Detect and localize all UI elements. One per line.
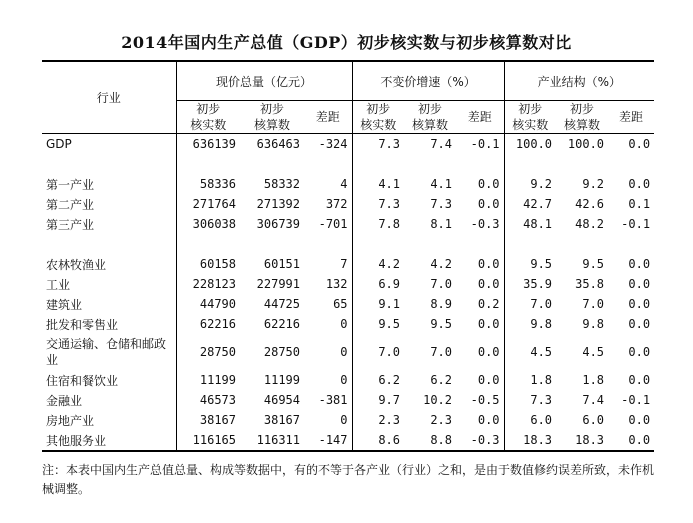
table-cell: 0.0 <box>628 177 651 191</box>
table-cell: 0.0 <box>628 257 651 271</box>
table-cell: 306038 <box>192 217 236 231</box>
table-cell <box>504 154 556 174</box>
row-label: 建筑业 <box>42 294 176 314</box>
table-cell: 228123 <box>192 277 236 291</box>
table-cell: 0.0 <box>456 274 504 294</box>
table-note: 注：本表中国内生产总值总量、构成等数据中，有的不等于各产业（行业）之和，是由于数值修约误差所致，未作机械调整。 <box>42 463 655 496</box>
table-cell: -381 <box>304 390 352 410</box>
table-cell: 7.8 <box>378 217 401 231</box>
table-cell: 7.0 <box>430 277 453 291</box>
table-cell: 0.0 <box>628 317 651 331</box>
table-cell: 4.5 <box>530 345 553 359</box>
table-cell <box>404 154 456 174</box>
table-row <box>42 390 654 410</box>
table-title: 2014年国内生产总值（GDP）初步核实数与初步核算数对比 <box>121 33 572 52</box>
sub-header-cell <box>176 101 240 134</box>
comparison-table <box>42 60 654 452</box>
table-cell <box>608 154 654 174</box>
table-cell: 6.0 <box>582 413 605 427</box>
table-cell: 0.0 <box>628 345 651 359</box>
table-cell: 62216 <box>263 317 300 331</box>
table-row <box>42 430 654 451</box>
table-row <box>42 134 654 155</box>
table-cell: 0.0 <box>456 254 504 274</box>
table-cell: 0.0 <box>628 277 651 291</box>
table-cell: -0.3 <box>456 214 504 234</box>
table-cell: 271392 <box>256 197 300 211</box>
table-cell: 38167 <box>199 413 236 427</box>
header-group-row <box>42 61 654 101</box>
spacer-row <box>42 234 654 254</box>
table-cell: 4.1 <box>378 177 401 191</box>
table-cell: 42.7 <box>523 197 553 211</box>
table-cell: 46954 <box>263 393 300 407</box>
table-cell: 0 <box>304 334 352 370</box>
row-label: 第一产业 <box>42 174 176 194</box>
sub-header-line: 初步 <box>366 102 391 116</box>
table-cell: 4.2 <box>430 257 453 271</box>
table-cell: 0.0 <box>628 137 651 151</box>
table-cell: -0.5 <box>456 390 504 410</box>
table-cell <box>456 154 504 174</box>
sub-header-line: 初步 <box>418 102 443 116</box>
table-cell: 0.0 <box>628 373 651 387</box>
table-cell: 9.8 <box>530 317 553 331</box>
table-row <box>42 194 654 214</box>
table-cell: 9.5 <box>430 317 453 331</box>
table-cell <box>504 234 556 254</box>
table-row <box>42 274 654 294</box>
table-cell: 8.6 <box>352 430 404 451</box>
table-cell: 58332 <box>263 177 300 191</box>
row-label: 批发和零售业 <box>42 314 176 334</box>
table-cell: 9.5 <box>582 257 605 271</box>
table-cell: 58336 <box>199 177 236 191</box>
table-cell <box>608 234 654 254</box>
row-label: 农林牧渔业 <box>42 254 176 274</box>
header-group-structure: 产业结构（%） <box>504 61 654 101</box>
table-cell: 9.7 <box>378 393 401 407</box>
table-cell <box>404 234 456 254</box>
sub-header-line: 核算数 <box>412 118 449 132</box>
sub-header-cell <box>556 101 608 134</box>
table-cell <box>556 234 608 254</box>
table-cell: 7.3 <box>430 197 453 211</box>
table-cell: -324 <box>304 134 352 155</box>
row-label <box>42 234 176 254</box>
table-cell <box>456 234 504 254</box>
table-cell: 132 <box>304 274 352 294</box>
row-label: 住宿和餐饮业 <box>42 370 176 390</box>
table-cell: 0.0 <box>628 297 651 311</box>
row-label: GDP <box>42 134 176 155</box>
sub-header-cell <box>352 101 404 134</box>
table-body <box>42 134 654 452</box>
table-cell: -0.3 <box>456 430 504 451</box>
table-cell: 271764 <box>192 197 236 211</box>
table-cell: 227991 <box>256 277 300 291</box>
table-cell: 8.9 <box>430 297 453 311</box>
table-cell: 8.8 <box>404 430 456 451</box>
table-cell: 9.8 <box>582 317 605 331</box>
table-cell: 4.1 <box>430 177 453 191</box>
table-cell: 10.2 <box>423 393 453 407</box>
table-cell: 2.3 <box>378 413 401 427</box>
table-cell: 9.1 <box>378 297 401 311</box>
table-cell: 636463 <box>256 137 300 151</box>
table-cell: 0 <box>304 370 352 390</box>
table-cell: 18.3 <box>556 430 608 451</box>
table-row <box>42 314 654 334</box>
table-cell <box>240 154 304 174</box>
table-cell: 7 <box>304 254 352 274</box>
sub-header-line: 差距 <box>315 110 340 124</box>
table-cell: 7.0 <box>530 297 553 311</box>
table-cell: 636139 <box>192 137 236 151</box>
sub-header-cell <box>456 101 504 134</box>
table-cell: 0.2 <box>456 294 504 314</box>
sub-header-cell <box>404 101 456 134</box>
table-cell: 8.1 <box>430 217 453 231</box>
table-cell: 4 <box>304 174 352 194</box>
table-cell: 116311 <box>240 430 304 451</box>
table-cell: 6.2 <box>430 373 453 387</box>
sub-header-line: 初步 <box>518 102 543 116</box>
table-cell: 38167 <box>263 413 300 427</box>
table-cell: 2.3 <box>430 413 453 427</box>
table-cell: 7.0 <box>582 297 605 311</box>
table-cell: 11199 <box>263 373 300 387</box>
table-row <box>42 410 654 430</box>
table-cell: 6.2 <box>378 373 401 387</box>
table-cell: 1.8 <box>530 373 553 387</box>
table-cell: -0.1 <box>456 134 504 155</box>
table-cell: 65 <box>304 294 352 314</box>
header-group-value: 现价总量（亿元） <box>176 61 352 101</box>
table-cell: 100.0 <box>515 137 553 151</box>
sub-header-line: 核实数 <box>512 118 549 132</box>
table-cell: 9.5 <box>530 257 553 271</box>
table-row <box>42 294 654 314</box>
header-group-growth: 不变价增速（%） <box>352 61 504 101</box>
sub-header-line: 核算数 <box>564 118 601 132</box>
row-label: 交通运输、仓储和邮政业 <box>42 334 176 370</box>
sub-header-cell <box>304 101 352 134</box>
table-cell: 1.8 <box>582 373 605 387</box>
table-row <box>42 174 654 194</box>
table-cell: 44790 <box>199 297 236 311</box>
table-cell: 6.0 <box>530 413 553 427</box>
sub-header-line: 差距 <box>467 110 492 124</box>
table-row <box>42 370 654 390</box>
table-cell <box>240 234 304 254</box>
sub-header-line: 核实数 <box>190 118 227 132</box>
table-cell: 62216 <box>199 317 236 331</box>
table-cell: 0.0 <box>456 194 504 214</box>
table-cell: 372 <box>304 194 352 214</box>
row-label: 房地产业 <box>42 410 176 430</box>
table-cell: 0.1 <box>628 197 651 211</box>
table-cell: 11199 <box>199 373 236 387</box>
sub-header-cell <box>240 101 304 134</box>
table-cell: 0.0 <box>456 334 504 370</box>
sub-header-line: 差距 <box>619 110 644 124</box>
table-cell: 7.3 <box>530 393 553 407</box>
table-row <box>42 214 654 234</box>
table-cell: 0.0 <box>456 370 504 390</box>
table-cell: 7.4 <box>582 393 605 407</box>
table-row <box>42 254 654 274</box>
table-cell: 7.4 <box>430 137 453 151</box>
row-label: 第三产业 <box>42 214 176 234</box>
table-cell: 60158 <box>199 257 236 271</box>
table-cell: 18.3 <box>504 430 556 451</box>
table-cell: 7.3 <box>378 137 401 151</box>
sub-header-cell <box>608 101 654 134</box>
table-cell: 0.0 <box>456 410 504 430</box>
table-cell: 0.0 <box>456 314 504 334</box>
table-cell: 44725 <box>263 297 300 311</box>
table-row <box>42 334 654 370</box>
sub-header-line: 核实数 <box>360 118 397 132</box>
table-cell: 9.5 <box>378 317 401 331</box>
table-cell <box>556 154 608 174</box>
table-cell: 28750 <box>263 345 300 359</box>
table-cell: -147 <box>304 430 352 451</box>
table-cell: 9.2 <box>530 177 553 191</box>
table-cell: 116165 <box>176 430 240 451</box>
table-cell: 4.2 <box>378 257 401 271</box>
table-cell: 28750 <box>199 345 236 359</box>
table-cell: 0 <box>304 410 352 430</box>
table-cell: 0 <box>304 314 352 334</box>
table-cell: 46573 <box>199 393 236 407</box>
table-cell: 0.0 <box>456 174 504 194</box>
table-cell <box>304 234 352 254</box>
row-label <box>42 154 176 174</box>
row-label: 第二产业 <box>42 194 176 214</box>
table-cell: 42.6 <box>575 197 605 211</box>
spacer-row <box>42 154 654 174</box>
table-cell: 306739 <box>256 217 300 231</box>
table-cell: 6.9 <box>378 277 401 291</box>
table-cell <box>176 234 240 254</box>
table-cell: 35.9 <box>523 277 553 291</box>
table-cell <box>304 154 352 174</box>
table-cell: 35.8 <box>575 277 605 291</box>
sub-header-cell <box>504 101 556 134</box>
row-label: 其他服务业 <box>42 430 176 451</box>
table-cell: 0.0 <box>608 430 654 451</box>
sub-header-line: 初步 <box>259 102 284 116</box>
table-cell: -0.1 <box>621 393 651 407</box>
table-cell: -0.1 <box>621 217 651 231</box>
table-cell: 9.2 <box>582 177 605 191</box>
table-cell: 4.5 <box>582 345 605 359</box>
sub-header-line: 初步 <box>196 102 221 116</box>
table-cell: 100.0 <box>567 137 605 151</box>
sub-header-line: 初步 <box>570 102 595 116</box>
table-cell: 7.3 <box>378 197 401 211</box>
sub-header-line: 核算数 <box>253 118 290 132</box>
table-cell: 48.1 <box>523 217 553 231</box>
table-cell <box>176 154 240 174</box>
row-label: 工业 <box>42 274 176 294</box>
row-label: 金融业 <box>42 390 176 410</box>
industry-header: 行业 <box>42 61 176 134</box>
table-cell: 7.0 <box>430 345 453 359</box>
table-cell: -701 <box>304 214 352 234</box>
table-cell: 0.0 <box>628 413 651 427</box>
table-cell: 60151 <box>263 257 300 271</box>
table-cell <box>352 234 404 254</box>
table-cell <box>352 154 404 174</box>
table-cell: 48.2 <box>575 217 605 231</box>
table-cell: 7.0 <box>378 345 401 359</box>
